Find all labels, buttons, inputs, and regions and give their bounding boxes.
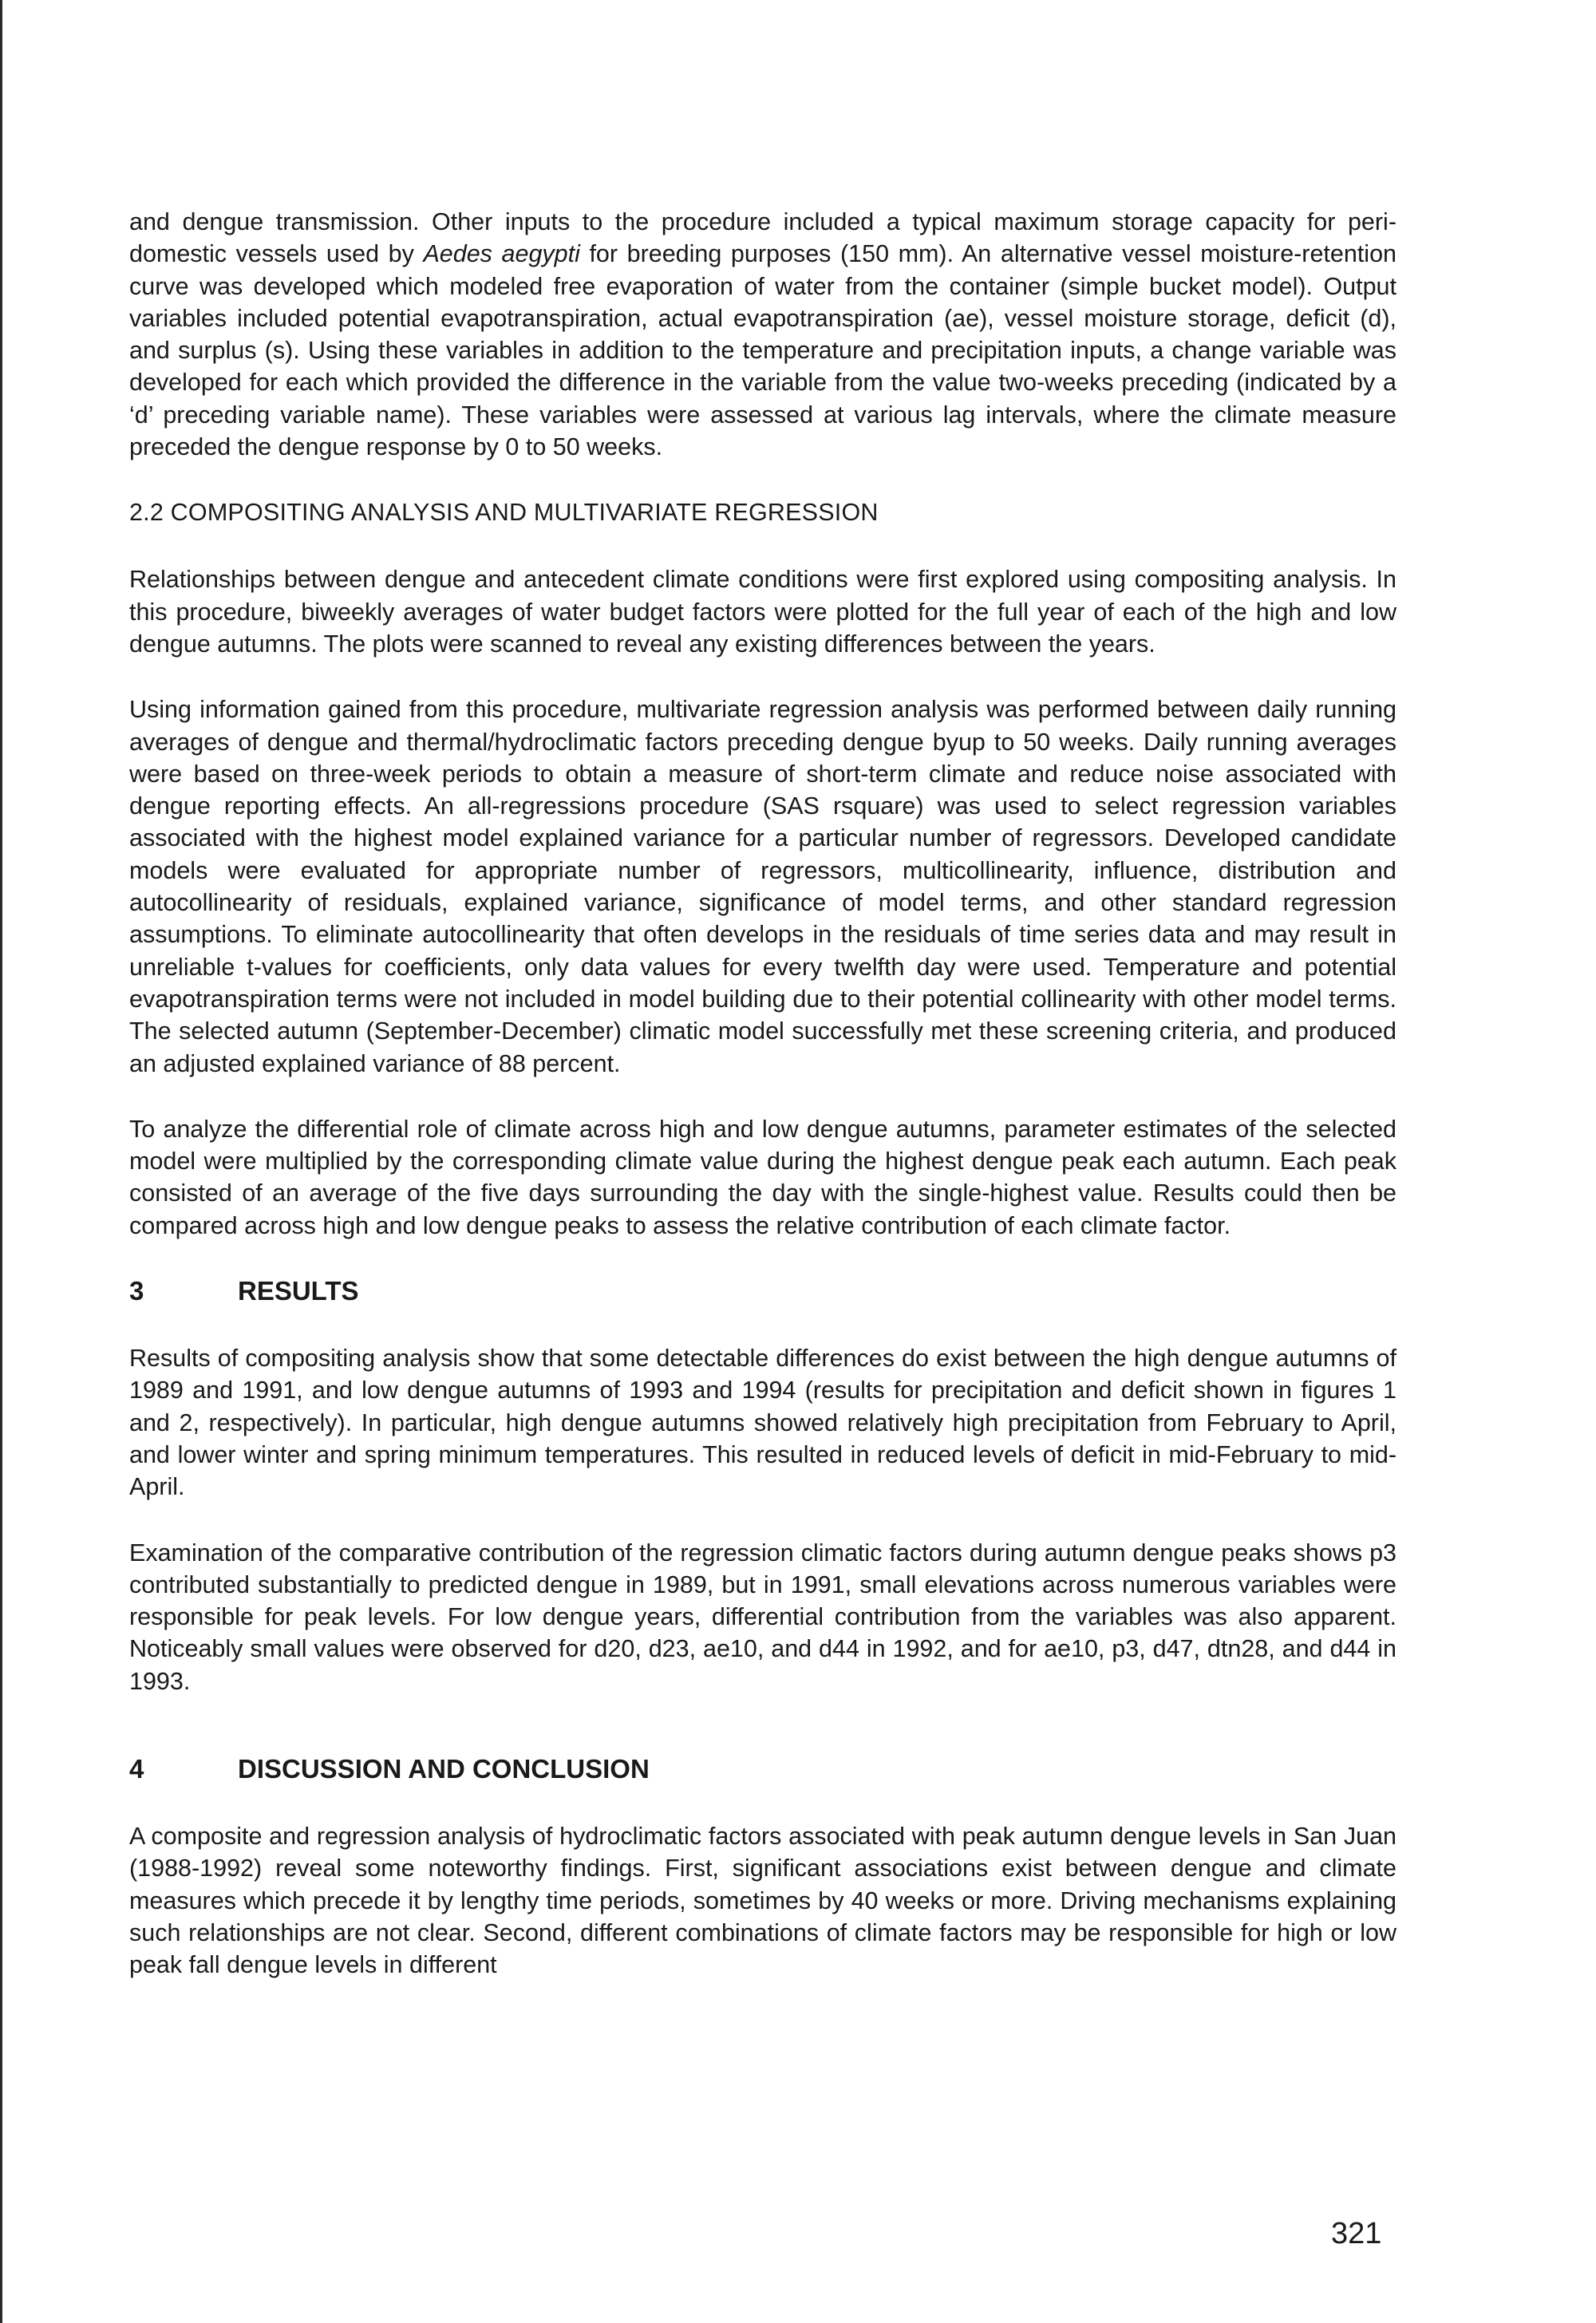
paragraph-text: for breeding purposes (150 mm). An alternative vessel moisture-retention curve was developed which modeled free evaporation of water from the container (simple bucket model). Output variables included potential evapotranspiration, actual evapotranspiration (ae), vessel moisture storage, deficit (d), and surplus (s). Using these variables in addition to the temperature and precipitation inputs, a change variable was developed for each which provided the difference in the variable from the value two-weeks preceding (indicated by a ‘d’ preceding variable name). These variables were assessed at various lag intervals, where the climate measure preceded the dengue response by 0 to 50 weeks.	[129, 240, 1397, 461]
paragraph-results-compositing: Results of compositing analysis show that some detectable differences do exist between the high dengue autumns of 1989 and 1991, and low dengue autumns of 1993 and 1994 (results for precipitation and deficit shown in figures 1 and 2, respectively). In particular, high dengue autumns showed relatively high precipitation from February to April, and lower winter and spring minimum temperatures. This resulted in reduced levels of deficit in mid-February to mid-April.	[129, 1345, 1396, 1501]
page-body	[129, 206, 1396, 2014]
section-heading-results	[129, 1275, 1396, 1307]
section-number: 4	[129, 1753, 144, 1784]
subheading-compositing-regression: 2.2 COMPOSITING ANALYSIS AND MULTIVARIATE REGRESSION	[129, 499, 879, 527]
section-number: 3	[129, 1276, 144, 1306]
paragraph-results-regression: Examination of the comparative contribution of the regression climatic factors during autumn dengue peaks shows p3 contributed substantially to predicted dengue in 1989, but in 1991, small elevations across numerous variables were responsible for peak levels. For low dengue years, differential contribution from the variables was also apparent. Noticeably small values were observed for d20, d23, ae10, and d44 in 1992, and for ae10, p3, d47, dtn28, and d44 in 1993.	[129, 1539, 1396, 1695]
paragraph-discussion: A composite and regression analysis of hydroclimatic factors associated with peak autumn dengue levels in San Juan (1988-1992) reveal some noteworthy findings. First, significant associations exist between dengue and climate measures which precede it by lengthy time periods, sometimes by 40 weeks or more. Driving mechanisms explaining such relationships are not clear. Second, different combinations of climate factors may be responsible for high or low peak fall dengue levels in different	[129, 1822, 1396, 1979]
paragraph-compositing-analysis: Relationships between dengue and antecedent climate conditions were first explored using compositing analysis. In this procedure, biweekly averages of water budget factors were plotted for the full year of each of the high and low dengue autumns. The plots were scanned to reveal any existing differences between the years.	[129, 566, 1396, 658]
section-heading-discussion	[129, 1753, 1396, 1785]
scan-edge	[0, 0, 2, 2323]
species-name-italic: Aedes aegypti	[423, 240, 580, 268]
section-title: DISCUSSION AND CONCLUSION	[238, 1753, 650, 1784]
page-number: 321	[1331, 2217, 1382, 2250]
paragraph-water-budget-inputs	[129, 206, 1396, 463]
paragraph-text: and dengue transmission. Other inputs to the procedure included a typical maximum storage capacity for peri-domestic vessels used by	[129, 208, 1396, 268]
paragraph-multivariate-regression: Using information gained from this procedure, multivariate regression analysis was performed between daily running averages of dengue and thermal/hydroclimatic factors preceding dengue byup to 50 weeks. Daily running averages were based on three-week periods to obtain a measure of short-term climate and reduce noise associated with dengue reporting effects. An all-regressions procedure (SAS rsquare) was used to select regression variables associated with the highest model explained variance for a particular number of regressors. Developed candidate models were evaluated for appropriate number of regressors, multicollinearity, influence, distribution and autocollinearity of residuals, explained variance, significance of model terms, and other standard regression assumptions. To eliminate autocollinearity that often develops in the residuals of time series data and may result in unreliable t-values for coefficients, only data values for every twelfth day were used. Temperature and potential evapotranspiration terms were not included in model building due to their potential collinearity with other model terms. The selected autumn (September-December) climatic model successfully met these screening criteria, and produced an adjusted explained variance of 88 percent.	[129, 696, 1396, 1077]
paragraph-differential-role: To analyze the differential role of climate across high and low dengue autumns, parameter estimates of the selected model were multiplied by the corresponding climate value during the highest dengue peak each autumn. Each peak consisted of an average of the five days surrounding the day with the single-highest value. Results could then be compared across high and low dengue peaks to assess the relative contribution of each climate factor.	[129, 1115, 1396, 1239]
section-title: RESULTS	[238, 1276, 359, 1306]
